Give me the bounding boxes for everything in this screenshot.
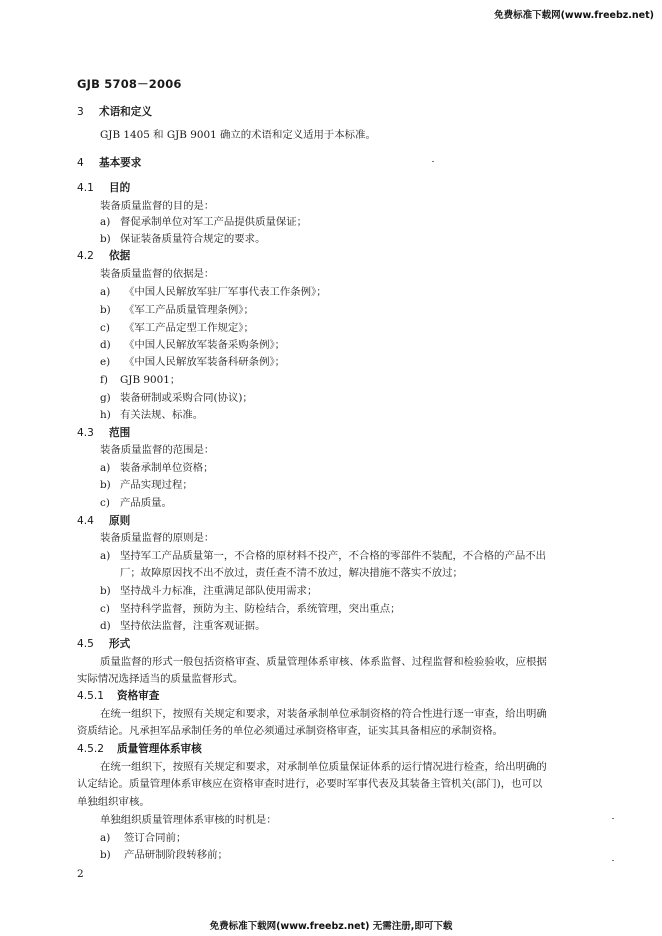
site-banner-bottom[interactable]: 免费标准下载网(www.freebz.net) 无需注册,即可下载	[209, 921, 453, 932]
scan-speck	[612, 818, 614, 819]
list-item-text: 坚持军工产品质量第一，不合格的原材料不投产，不合格的零部件不装配，不合格的产品不出	[120, 550, 547, 562]
list-marker: e)	[100, 356, 111, 368]
list-marker: b)	[100, 304, 111, 316]
list-item	[100, 585, 317, 598]
list-item	[100, 233, 265, 246]
section-number: 4	[77, 157, 84, 169]
section-3-heading	[77, 106, 152, 119]
list-marker: a)	[100, 832, 111, 844]
list-item	[100, 286, 327, 299]
list-item-text: 督促承制单位对军工产品提供质量保证；	[120, 216, 308, 228]
section-title: 原则	[109, 515, 131, 527]
list-item	[100, 603, 401, 616]
list-item	[100, 849, 228, 862]
section-4-5-1-heading	[77, 690, 159, 703]
paragraph-continuation: 单独组织审核。	[77, 796, 150, 808]
section-number: 4.4	[77, 515, 94, 527]
paragraph: 装备质量监督的范围是：	[100, 444, 215, 456]
section-title: 基本要求	[99, 157, 142, 169]
section-4-5-2-heading	[77, 743, 202, 756]
list-item	[100, 392, 253, 405]
list-item	[100, 550, 546, 563]
section-4-4-heading	[77, 515, 130, 528]
paragraph: 质量监督的形式一般包括资格审查、质量管理体系审核、体系监督、过程监督和检验验收，应根据	[100, 656, 547, 668]
list-item-text: 《军工产品质量管理条例》；	[124, 304, 254, 316]
paragraph: 在统一组织下，按照有关规定和要求，对承制单位质量保证体系的运行情况进行检查，给出明确的	[100, 761, 547, 773]
section-title: 目的	[109, 182, 131, 194]
scan-speck	[432, 161, 434, 162]
list-item	[100, 479, 193, 492]
section-number: 4.1	[77, 182, 94, 194]
section-title: 术语和定义	[99, 106, 152, 118]
list-item-text: GJB 9001；	[120, 374, 181, 386]
list-marker: d)	[100, 339, 111, 351]
section-number: 4.3	[77, 427, 94, 439]
list-item	[100, 304, 254, 317]
list-item-text: 坚持依法监督，注重客观证据。	[120, 620, 266, 632]
list-marker: c)	[100, 497, 110, 509]
section-number: 4.2	[77, 250, 94, 262]
paragraph-continuation: 资质结论。凡承担军品承制任务的单位必须通过承制资格审查，证实其具备相应的承制资格。	[77, 725, 504, 737]
paragraph: 装备质量监督的依据是：	[100, 268, 215, 280]
standard-code: GJB 5708－2006	[77, 77, 182, 91]
list-item	[100, 462, 214, 475]
list-marker: b)	[100, 849, 111, 861]
list-item-text: 产品研制阶段转移前；	[124, 849, 228, 861]
list-item-text: 装备承制单位资格；	[120, 462, 214, 474]
list-marker: b)	[100, 233, 111, 245]
list-item	[100, 497, 172, 510]
section-title: 形式	[109, 638, 131, 650]
paragraph: 在统一组织下，按照有关规定和要求，对装备承制单位承制资格的符合性进行逐一审查，给出明确	[100, 708, 547, 720]
paragraph: 单独组织质量管理体系审核的时机是：	[100, 814, 277, 826]
section-3-paragraph: GJB 1405 和 GJB 9001 确立的术语和定义适用于本标准。	[100, 129, 376, 141]
section-title: 依据	[109, 250, 131, 262]
paragraph-continuation: 认定结论。质量管理体系审核应在资格审查时进行，必要时军事代表及其装备主管机关(部门)，也可以	[77, 778, 543, 790]
list-item-text: 《军工产品定型工作规定》；	[124, 322, 254, 334]
section-number: 4.5.1	[77, 690, 104, 702]
list-marker: a)	[100, 286, 111, 298]
list-item-text: 《中国人民解放军驻厂军事代表工作条例》；	[124, 286, 327, 298]
list-item	[100, 374, 180, 387]
list-item-text: 产品实现过程；	[120, 479, 193, 491]
section-title: 质量管理体系审核	[117, 743, 202, 755]
list-item-text: 坚持科学监督，预防为主、防检结合，系统管理，突出重点；	[120, 603, 401, 615]
scan-speck	[612, 860, 614, 861]
list-item	[100, 832, 186, 845]
list-marker: c)	[100, 603, 110, 615]
list-marker: a)	[100, 550, 111, 562]
list-item-text: 保证装备质量符合规定的要求。	[120, 233, 266, 245]
section-title: 范围	[109, 427, 131, 439]
page-number: 2	[77, 868, 84, 880]
section-4-5-heading	[77, 638, 130, 651]
list-marker: d)	[100, 620, 111, 632]
site-banner-top[interactable]: 免费标准下载网(www.freebz.net)	[494, 10, 654, 21]
section-4-heading	[77, 157, 141, 170]
section-4-2-heading	[77, 250, 130, 263]
list-marker: a)	[100, 462, 111, 474]
list-item-text: 坚持战斗力标准，注重满足部队使用需求；	[120, 585, 318, 597]
paragraph-continuation: 实际情况选择适当的质量监督形式。	[77, 673, 244, 685]
list-item	[100, 216, 307, 229]
list-item	[100, 322, 254, 335]
list-item-text: 《中国人民解放军装备采购条例》；	[124, 339, 286, 351]
list-item-text: 装备研制或采购合同(协议)；	[120, 392, 253, 404]
list-item-text: 签订合同前；	[124, 832, 187, 844]
list-marker: c)	[100, 322, 110, 334]
paragraph: 装备质量监督的目的是：	[100, 200, 215, 212]
list-item	[100, 409, 203, 422]
section-4-1-heading	[77, 182, 130, 195]
list-item-text: 有关法规、标准。	[120, 409, 204, 421]
section-number: 4.5	[77, 638, 94, 650]
paragraph: 装备质量监督的原则是：	[100, 532, 215, 544]
list-marker: g)	[100, 392, 111, 404]
section-title: 资格审查	[117, 690, 160, 702]
list-item-continuation: 厂；故障原因找不出不放过，责任查不清不放过，解决措施不落实不放过；	[120, 567, 463, 579]
list-marker: f)	[100, 374, 108, 386]
list-item-text: 《中国人民解放军装备科研条例》；	[124, 356, 286, 368]
section-number: 3	[77, 106, 84, 118]
list-marker: h)	[100, 409, 111, 421]
list-item	[100, 620, 265, 633]
list-item	[100, 339, 285, 352]
list-item-text: 产品质量。	[120, 497, 172, 509]
list-marker: b)	[100, 585, 111, 597]
list-marker: b)	[100, 479, 111, 491]
section-number: 4.5.2	[77, 743, 104, 755]
list-item	[100, 356, 285, 369]
list-marker: a)	[100, 216, 111, 228]
section-4-3-heading	[77, 427, 130, 440]
